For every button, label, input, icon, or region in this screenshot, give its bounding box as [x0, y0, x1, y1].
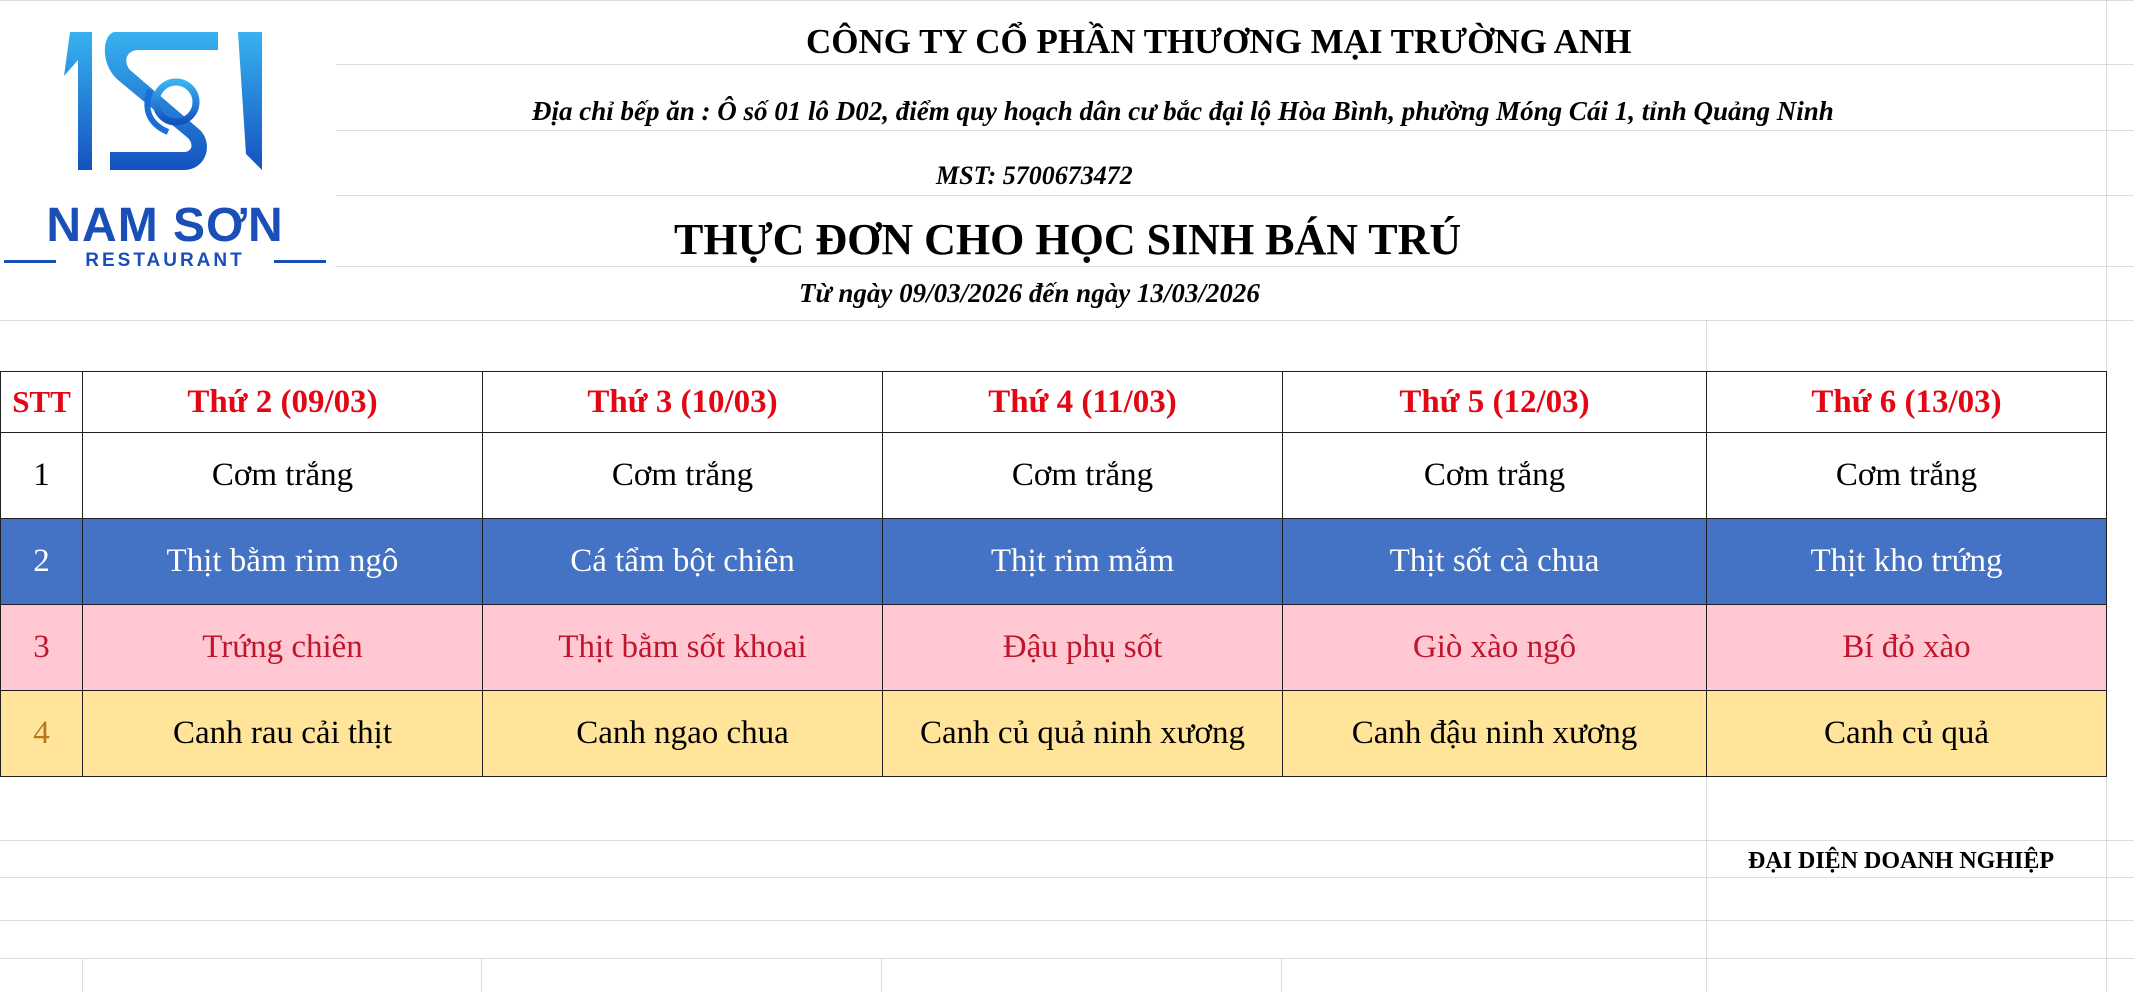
- menu-cell: Cơm trắng: [483, 433, 883, 519]
- menu-cell: Canh đậu ninh xương: [1283, 691, 1707, 777]
- logo-subtitle-row: [0, 250, 330, 272]
- menu-cell: Thịt kho trứng: [1707, 519, 2107, 605]
- page-title: THỰC ĐƠN CHO HỌC SINH BÁN TRÚ: [674, 215, 1462, 264]
- menu-cell: Cơm trắng: [83, 433, 483, 519]
- logo-divider: [4, 260, 56, 263]
- menu-cell: Thịt bằm rim ngô: [83, 519, 483, 605]
- menu-cell: Thịt bằm sốt khoai: [483, 605, 883, 691]
- menu-cell: Canh củ quả ninh xương: [883, 691, 1283, 777]
- menu-cell: Giò xào ngô: [1283, 605, 1707, 691]
- logo-divider: [274, 260, 326, 263]
- menu-cell: Trứng chiên: [83, 605, 483, 691]
- header-thursday: Thứ 5 (12/03): [1283, 372, 1707, 433]
- header-friday: Thứ 6 (13/03): [1707, 372, 2107, 433]
- logo-subtitle: RESTAURANT: [85, 250, 245, 271]
- company-name: CÔNG TY CỔ PHẦN THƯƠNG MẠI TRƯỜNG ANH: [806, 22, 1632, 61]
- menu-cell: Thịt rim mắm: [883, 519, 1283, 605]
- menu-cell: Canh rau cải thịt: [83, 691, 483, 777]
- header-tuesday: Thứ 3 (10/03): [483, 372, 883, 433]
- menu-cell: Canh củ quả: [1707, 691, 2107, 777]
- menu-cell: Cơm trắng: [1283, 433, 1707, 519]
- menu-cell: Đậu phụ sốt: [883, 605, 1283, 691]
- menu-table: [0, 371, 2107, 777]
- menu-cell: Canh ngao chua: [483, 691, 883, 777]
- logo-mark-icon: [0, 20, 330, 185]
- row-number: 1: [1, 433, 83, 519]
- row-number: 4: [1, 691, 83, 777]
- menu-cell: Cơm trắng: [883, 433, 1283, 519]
- company-representative-label: ĐẠI DIỆN DOANH NGHIỆP: [1748, 848, 2055, 874]
- date-range: Từ ngày 09/03/2026 đến ngày 13/03/2026: [799, 278, 1260, 308]
- table-row: [1, 519, 2107, 605]
- tax-code: MST: 5700673472: [936, 161, 1133, 190]
- header-stt: STT: [1, 372, 83, 433]
- header-monday: Thứ 2 (09/03): [83, 372, 483, 433]
- table-row: [1, 691, 2107, 777]
- menu-cell: Thịt sốt cà chua: [1283, 519, 1707, 605]
- row-number: 3: [1, 605, 83, 691]
- menu-cell: Cá tẩm bột chiên: [483, 519, 883, 605]
- kitchen-address: Địa chỉ bếp ăn : Ô số 01 lô D02, điểm quy hoạch dân cư bắc đại lộ Hòa Bình, phường Móng Cái 1, tỉnh Quảng Ninh: [532, 96, 1834, 126]
- header-wednesday: Thứ 4 (11/03): [883, 372, 1283, 433]
- table-row: [1, 433, 2107, 519]
- row-number: 2: [1, 519, 83, 605]
- table-header-row: [1, 372, 2107, 433]
- table-row: [1, 605, 2107, 691]
- logo-text: NAM SƠN: [46, 199, 284, 252]
- menu-cell: Cơm trắng: [1707, 433, 2107, 519]
- company-logo: [0, 20, 330, 271]
- menu-cell: Bí đỏ xào: [1707, 605, 2107, 691]
